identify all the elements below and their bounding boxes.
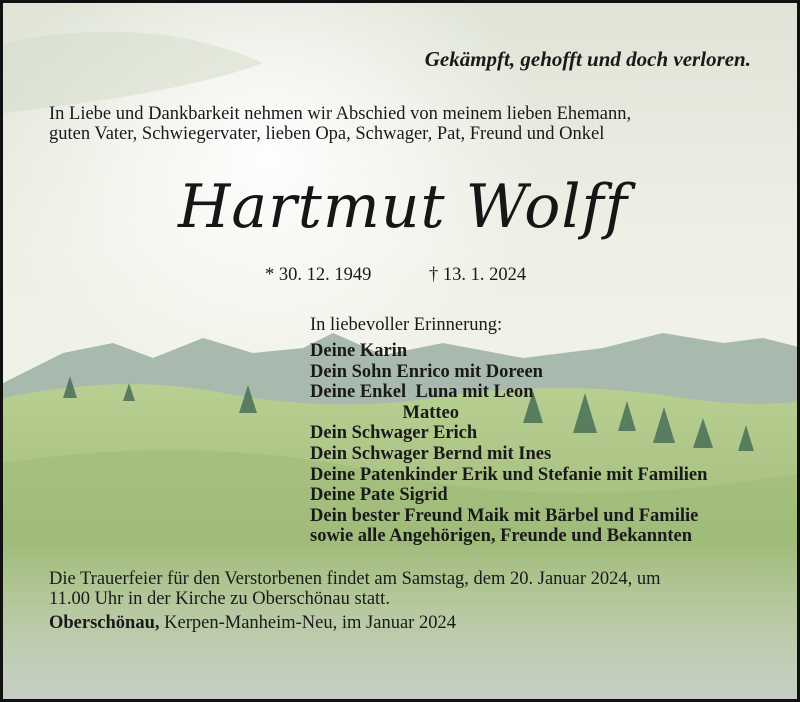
funeral-service-info — [49, 569, 661, 609]
mourner-line: Dein Schwager Bernd mit Ines — [310, 443, 552, 464]
mourner-line: Dein Sohn Enrico mit Doreen — [310, 361, 543, 382]
mourner-line: Deine Pate Sigrid — [310, 485, 448, 506]
mourner-line: Deine Patenkinder Erik und Stefanie mit Familien — [310, 464, 708, 485]
service-line-2: 11.00 Uhr in der Kirche zu Oberschönau statt. — [49, 589, 390, 609]
memory-label: In liebevoller Erinnerung: — [310, 315, 503, 335]
mourner-line: sowie alle Angehörigen, Freunde und Bekannten — [310, 526, 693, 547]
service-line-1: Die Trauerfeier für den Verstorbenen findet am Samstag, dem 20. Januar 2024, um — [49, 569, 661, 589]
mourner-line: Dein Schwager Erich — [310, 423, 478, 444]
deceased-name: Hartmut Wolff — [178, 172, 628, 242]
place-town: Oberschönau, — [49, 613, 160, 633]
mourner-list — [310, 341, 707, 547]
intro-line-1: In Liebe und Dankbarkeit nehmen wir Abschied von meinem lieben Ehemann, — [49, 104, 632, 124]
mourner-line: Deine Karin — [310, 341, 408, 361]
mourner-line: Deine Enkel Luna mit Leon — [310, 382, 534, 403]
intro-text — [49, 104, 757, 144]
death-date: † 13. 1. 2024 — [429, 265, 527, 285]
motto: Gekämpft, gehofft und doch verloren. — [424, 47, 751, 71]
birth-date: * 30. 12. 1949 — [265, 265, 372, 285]
intro-line-2: guten Vater, Schwiegervater, lieben Opa, Schwager, Pat, Freund und Onkel — [49, 124, 605, 144]
mourner-line: Matteo — [310, 402, 459, 423]
mourner-line: Dein bester Freund Maik mit Bärbel und Familie — [310, 505, 699, 526]
place-rest: Kerpen-Manheim-Neu, im Januar 2024 — [159, 613, 456, 633]
place-date-line — [49, 613, 456, 633]
